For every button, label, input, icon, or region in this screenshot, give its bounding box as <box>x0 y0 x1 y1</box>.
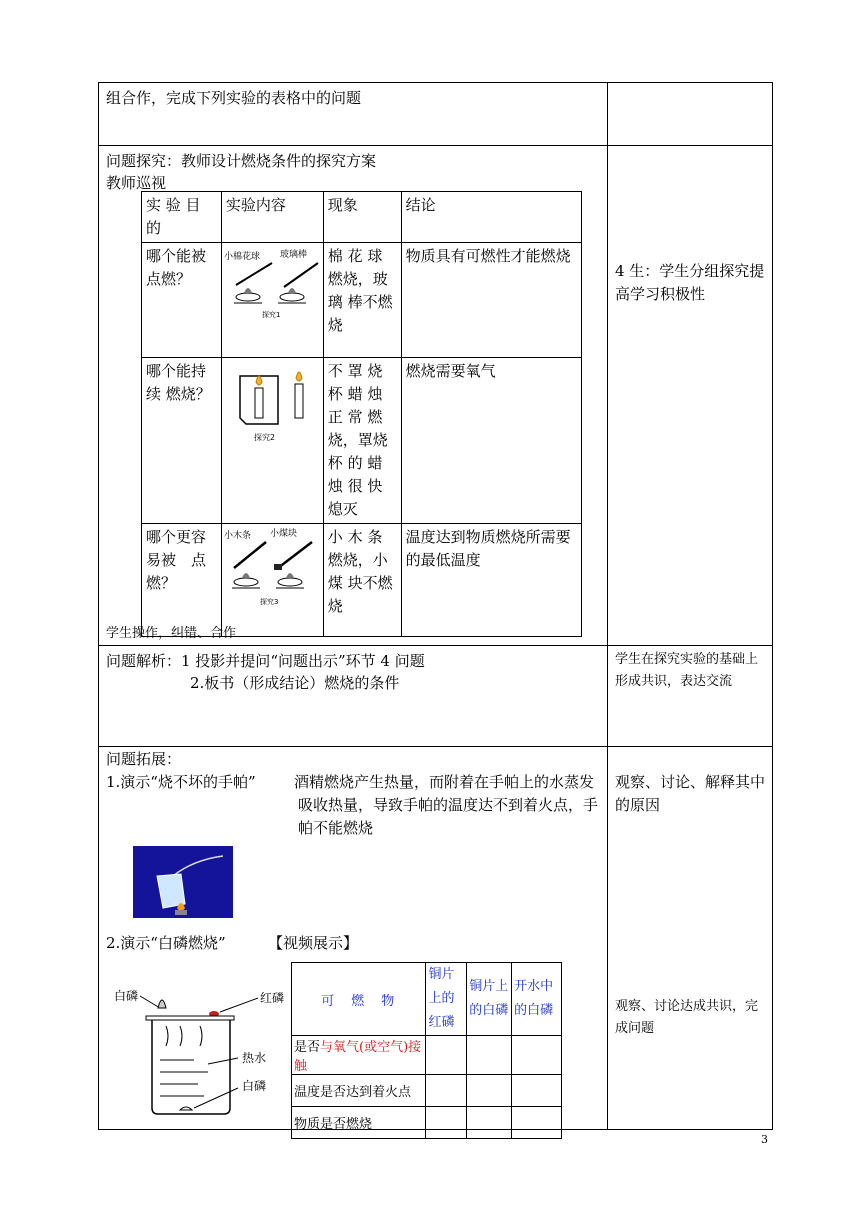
student-operation: 学生操作，纠错、合作 <box>106 626 237 641</box>
phos-header-white-cu: 铜片上的白磷 <box>467 963 512 1036</box>
table-row <box>142 524 582 637</box>
white-p-top-label: 白磷 <box>114 989 139 1003</box>
phos-header-white-water: 开水中的白磷 <box>512 963 562 1036</box>
wood-stick-label: 小木条 <box>223 531 251 541</box>
white-p-bottom-label: 白磷 <box>242 1079 267 1093</box>
table-row <box>142 243 582 358</box>
cotton-label: 小棉花球 <box>223 252 260 262</box>
row4-right-text1: 观察、讨论、解释其中的原因 <box>615 773 766 814</box>
border-left <box>98 82 99 1130</box>
header-purpose: 实 验 目 的 <box>142 192 222 243</box>
border-top <box>98 82 773 83</box>
page-number: 3 <box>761 1133 768 1146</box>
analysis-line1: 问题解析：1 投影并提问“问题出示”环节 4 问题 <box>106 652 425 670</box>
table-row <box>292 1075 562 1107</box>
conclusion-cell: 物质具有可燃性才能燃烧 <box>401 243 581 358</box>
exp3-label: 探究3 <box>259 598 279 606</box>
phosphorus-beaker-diagram <box>108 980 288 1120</box>
border-row2 <box>98 645 773 646</box>
purpose-cell: 哪个能被 点燃？ <box>142 243 222 358</box>
handkerchief-image <box>133 846 233 918</box>
video-display: 【视频展示】 <box>268 934 359 952</box>
experiment3-illustration <box>222 524 322 614</box>
phos-row-highlight: 与氧气(或空气)接触 <box>294 1040 422 1074</box>
phos-row-pre: 是否 <box>294 1040 321 1055</box>
phos-header-fuel: 可 燃 物 <box>292 963 426 1036</box>
red-p-label: 红磷 <box>260 991 285 1005</box>
conclusion-cell: 温度达到物质燃烧所需要的最低温度 <box>401 524 581 637</box>
border-row1 <box>98 145 773 146</box>
phos-row-pre: 温度是否达到着火点 <box>292 1075 426 1107</box>
phenomenon-cell: 小 木 条燃烧，小 煤 块不燃烧 <box>323 524 401 637</box>
section-title-extend: 问题拓展： <box>106 750 182 768</box>
demo2-label: 2.演示“白磷燃烧” <box>106 934 226 952</box>
demo1-label: 1.演示“烧不坏的手帕” <box>106 773 256 791</box>
border-mid <box>607 82 608 1130</box>
phos-header-red-cu: 铜片上的红磷 <box>426 963 467 1036</box>
table-row <box>292 1107 562 1139</box>
phenomenon-cell: 不 罩 烧杯 蜡 烛正 常 燃烧，罩烧杯 的 蜡烛 很 快熄灭 <box>323 358 401 524</box>
row3-right-text: 学生在探究实验的基础上形成共识，表达交流 <box>615 652 759 689</box>
exp1-label: 探究1 <box>261 311 281 319</box>
exp2-label: 探究2 <box>253 433 275 442</box>
analysis-line2: 2.板书（形成结论）燃烧的条件 <box>190 674 400 692</box>
glass-rod-label: 玻璃棒 <box>279 250 307 260</box>
demo1-explanation: 酒精燃烧产生热量，而附着在手帕上的水蒸发吸收热量，导致手帕的温度达不到着火点，手帕不能燃烧 <box>294 773 599 837</box>
conclusion-cell: 燃烧需要氧气 <box>401 358 581 524</box>
experiment-table <box>141 191 582 637</box>
purpose-cell: 哪个更容易被 点燃？ <box>142 524 222 637</box>
experiment1-illustration <box>222 243 322 323</box>
hot-water-label: 热水 <box>242 1051 267 1065</box>
purpose-cell: 哪个能持 续 燃烧？ <box>142 358 222 524</box>
header-conclusion: 结论 <box>401 192 581 243</box>
row4-right-text2: 观察、讨论达成共识，完成问题 <box>615 999 759 1036</box>
phosphorus-table <box>291 962 562 1139</box>
row2-right-text: 4 生：学生分组探究提高学习积极性 <box>615 262 765 303</box>
phenomenon-cell: 棉 花 球燃烧，玻 璃 棒不燃烧 <box>323 243 401 358</box>
table-header-row <box>142 192 582 243</box>
section-title-explore: 问题探究：教师设计燃烧条件的探究方案 <box>106 152 377 170</box>
header-content: 实验内容 <box>221 192 323 243</box>
experiment2-illustration <box>222 358 322 448</box>
border-row3 <box>98 746 773 747</box>
row1-text: 组合作，完成下列实验的表格中的问题 <box>106 89 362 107</box>
phos-header-row <box>292 963 562 1036</box>
phos-row-pre: 物质是否燃烧 <box>292 1107 426 1139</box>
border-right <box>772 82 773 1130</box>
coal-label: 小煤块 <box>269 529 297 539</box>
header-phenomenon: 现象 <box>323 192 401 243</box>
table-row <box>292 1036 562 1075</box>
teacher-patrol: 教师巡视 <box>106 174 167 192</box>
table-row <box>142 358 582 524</box>
